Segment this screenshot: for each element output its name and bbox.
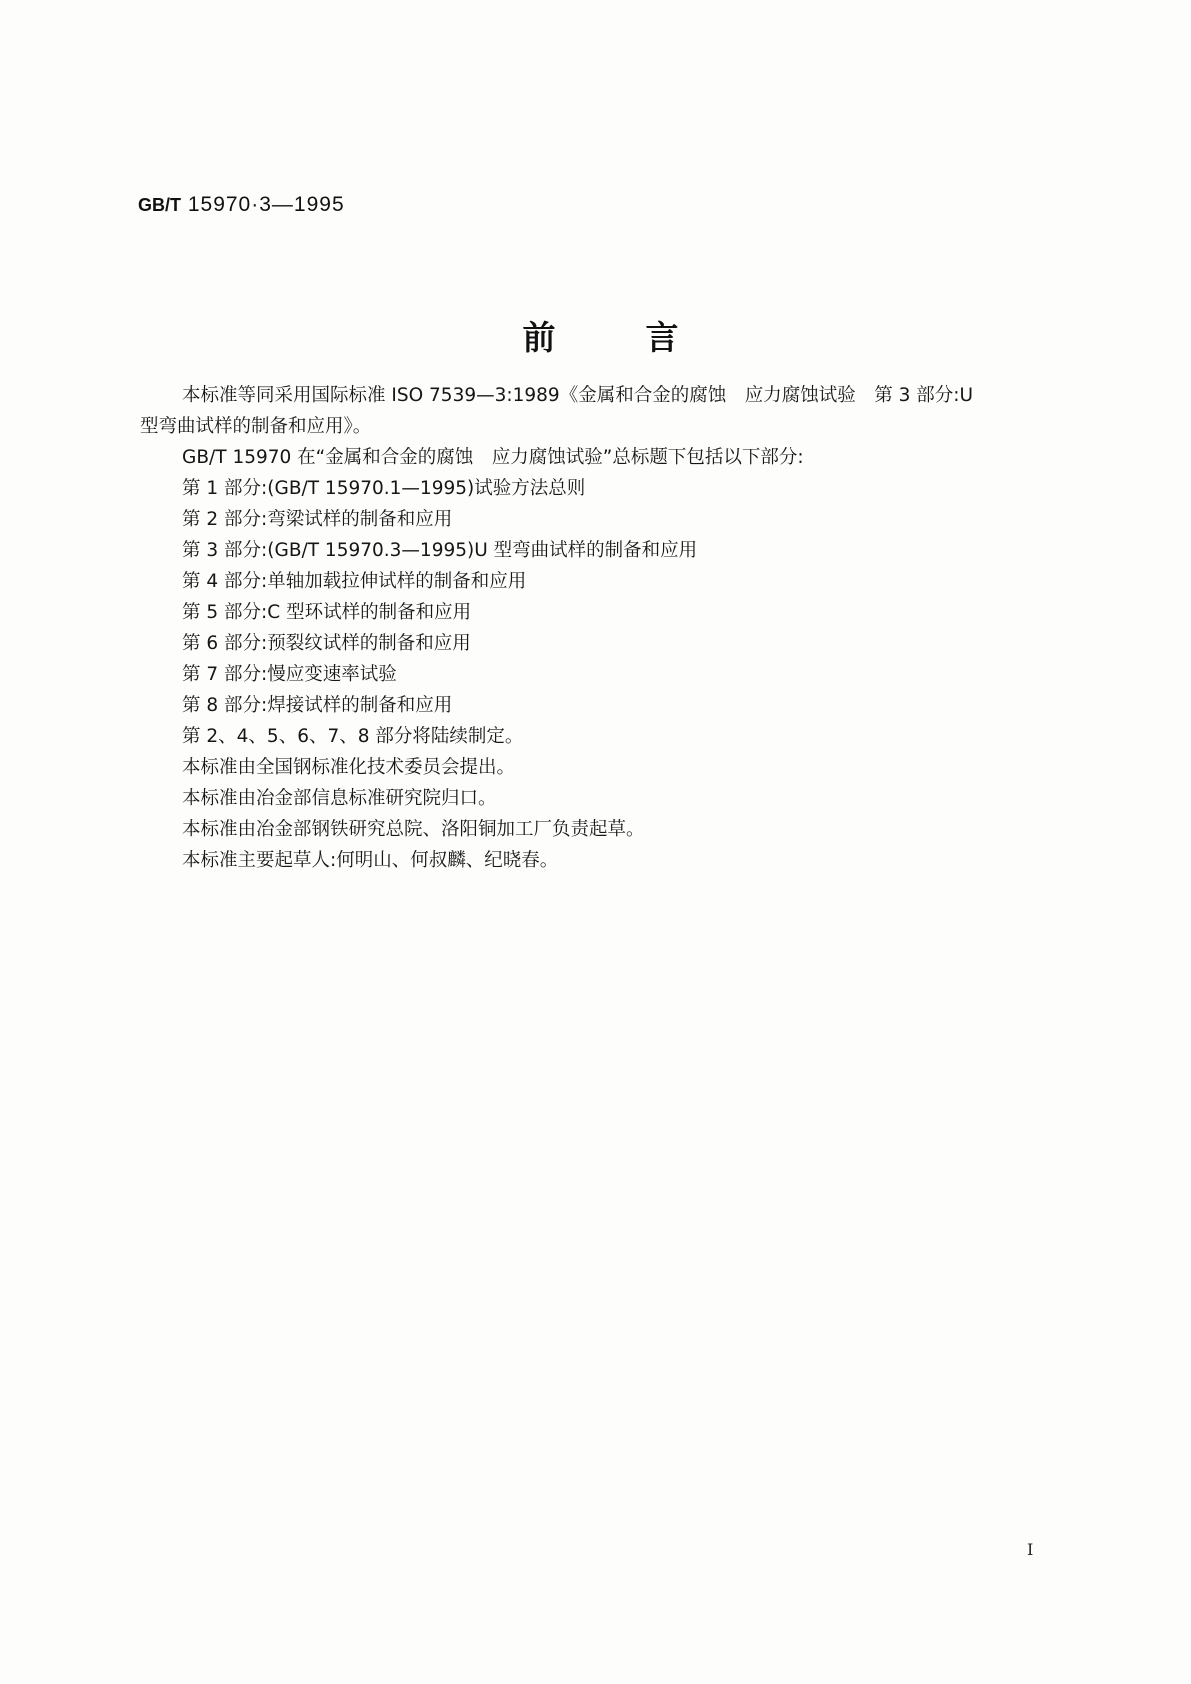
future-parts-paragraph: 第 2、4、5、6、7、8 部分将陆续制定。: [182, 726, 524, 747]
page-title: [0, 312, 1191, 359]
page-number: I: [1027, 1540, 1034, 1559]
part-1-line: 第 1 部分:(GB/T 15970.1—1995)试验方法总则: [182, 478, 586, 499]
part-5-line: 第 5 部分:C 型环试样的制备和应用: [182, 602, 472, 623]
part-6-line: 第 6 部分:预裂纹试样的制备和应用: [182, 633, 471, 654]
drafted-by-paragraph: 本标准由冶金部钢铁研究总院、洛阳铜加工厂负责起草。: [182, 819, 645, 840]
proposed-by-paragraph: 本标准由全国钢标准化技术委员会提出。: [182, 757, 516, 778]
standard-prefix: GB/T: [138, 195, 181, 215]
part-2-line: 第 2 部分:弯梁试样的制备和应用: [182, 509, 453, 530]
intro-paragraph: [140, 380, 1062, 442]
intro-line-1: 本标准等同采用国际标准 ISO 7539—3:1989《金属和合金的腐蚀 应力腐蚀试验 第 3 部分:U: [182, 385, 973, 406]
part-8-line: 第 8 部分:焊接试样的制备和应用: [182, 695, 453, 716]
intro-line-2: 型弯曲试样的制备和应用》。: [140, 416, 372, 437]
foreword-body: [140, 380, 1062, 876]
standard-code: [138, 193, 345, 217]
centralized-by-paragraph: 本标准由冶金部信息标准研究院归口。: [182, 788, 497, 809]
drafters-paragraph: 本标准主要起草人:何明山、何叔麟、纪晓春。: [182, 850, 559, 871]
part-4-line: 第 4 部分:单轴加载拉伸试样的制备和应用: [182, 571, 527, 592]
part-3-line: 第 3 部分:(GB/T 15970.3—1995)U 型弯曲试样的制备和应用: [182, 540, 698, 561]
part-7-line: 第 7 部分:慢应变速率试验: [182, 664, 397, 685]
title-char-1: 前: [522, 318, 556, 357]
standard-number: 15970·3—1995: [187, 193, 345, 216]
series-paragraph: GB/T 15970 在“金属和合金的腐蚀 应力腐蚀试验”总标题下包括以下部分:: [182, 447, 804, 468]
title-char-2: 言: [645, 318, 679, 357]
